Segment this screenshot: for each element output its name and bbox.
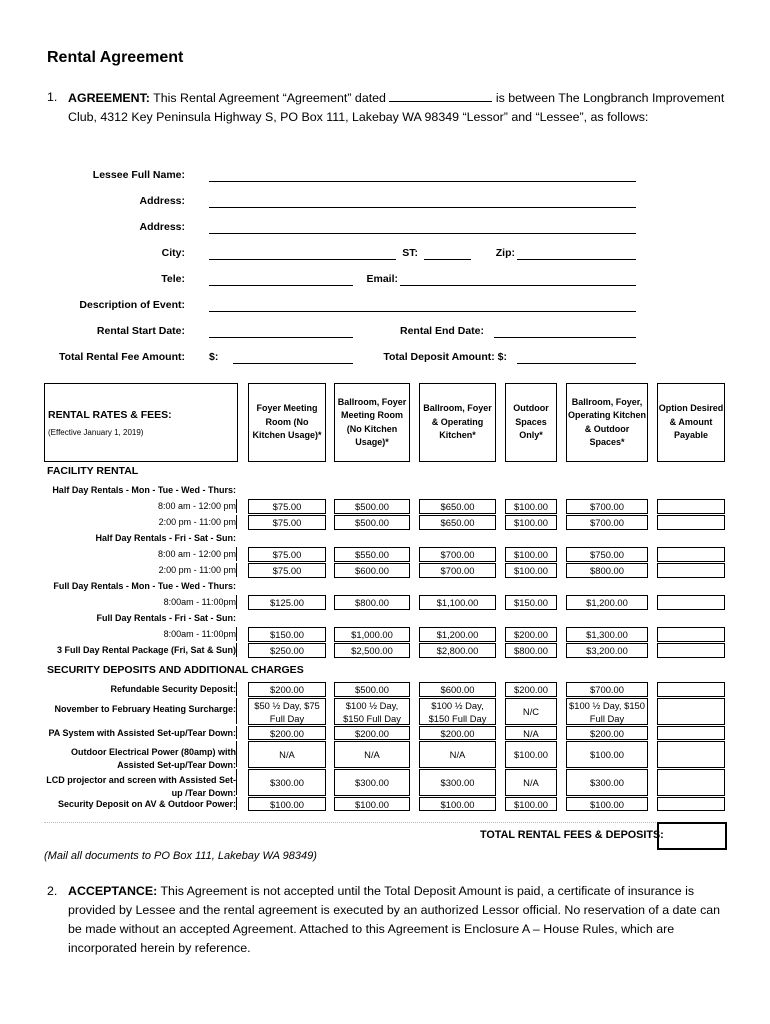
description-field[interactable]: [209, 311, 636, 312]
security-row-label: Security Deposit on AV & Outdoor Power:: [57, 798, 236, 809]
security-value-cell: $300.00: [419, 769, 496, 796]
facility-heading: FACILITY RENTAL: [47, 465, 139, 477]
facility-value-cell: $800.00: [566, 563, 648, 578]
description-label: Description of Event:: [79, 299, 185, 311]
zip-label: Zip:: [495, 247, 515, 259]
facility-value-cell: $1,300.00: [566, 627, 648, 642]
tele-label: Tele:: [161, 273, 185, 285]
security-value-cell: $700.00: [566, 682, 648, 697]
end-date-field[interactable]: [494, 337, 636, 338]
facility-option-field[interactable]: [657, 563, 725, 578]
row-label-edge: [236, 643, 237, 657]
security-value-cell: $100.00: [566, 797, 648, 811]
city-field[interactable]: [209, 259, 396, 260]
facility-value-cell: $700.00: [419, 563, 496, 578]
security-option-field[interactable]: [657, 698, 725, 725]
facility-row-label: 8:00am - 11:00pm: [163, 597, 236, 607]
col-header-outdoor: Outdoor Spaces Only*: [505, 383, 557, 462]
end-date-label: Rental End Date:: [399, 325, 484, 337]
security-value-cell: N/A: [248, 741, 326, 768]
security-row-label: LCD projector and screen with Assisted Set-up /Tear Down:: [46, 775, 236, 798]
facility-value-cell: $3,200.00: [566, 643, 648, 658]
state-field[interactable]: [424, 259, 471, 260]
rates-heading: RENTAL RATES & FEES:: [48, 409, 172, 421]
facility-option-field[interactable]: [657, 547, 725, 562]
security-value-cell: $100.00: [505, 741, 557, 768]
security-value-cell: $600.00: [419, 682, 496, 697]
security-row-label: PA System with Assisted Set-up/Tear Down:: [48, 727, 236, 738]
security-value-cell: $300.00: [248, 769, 326, 796]
facility-option-field[interactable]: [657, 643, 725, 658]
security-value-cell: N/A: [419, 741, 496, 768]
facility-value-cell: $500.00: [334, 515, 410, 530]
total-fee-dollar: $:: [209, 351, 219, 363]
facility-value-cell: $1,100.00: [419, 595, 496, 610]
security-value-cell: $200.00: [334, 726, 410, 740]
security-value-cell: $100.00: [505, 797, 557, 811]
facility-value-cell: $800.00: [505, 643, 557, 658]
security-value-cell: $200.00: [419, 726, 496, 740]
col-header-option: Option Desired & Amount Payable: [657, 383, 725, 462]
facility-option-field[interactable]: [657, 627, 725, 642]
start-date-label: Rental Start Date:: [96, 325, 185, 337]
security-value-cell: $100.00: [334, 797, 410, 811]
section-number: 1.: [47, 90, 58, 104]
city-label: City:: [161, 247, 185, 259]
row-label-edge: [236, 627, 237, 641]
total-deposit-label: Total Deposit Amount: $:: [383, 351, 507, 363]
facility-value-cell: $650.00: [419, 515, 496, 530]
facility-value-cell: $2,800.00: [419, 643, 496, 658]
state-label: ST:: [402, 247, 418, 259]
facility-value-cell: $100.00: [505, 515, 557, 530]
facility-value-cell: $800.00: [334, 595, 410, 610]
security-value-cell: $100.00: [419, 797, 496, 811]
lessee-name-field[interactable]: [209, 181, 636, 182]
security-value-cell: N/A: [505, 726, 557, 740]
col-header-foyer: Foyer Meeting Room (No Kitchen Usage)*: [248, 383, 326, 462]
row-label-edge: [236, 515, 237, 529]
row-label-edge: [236, 698, 237, 724]
mail-note: (Mail all documents to PO Box 111, Lakebay WA 98349): [44, 850, 317, 862]
row-label-edge: [236, 797, 237, 810]
start-date-field[interactable]: [209, 337, 353, 338]
acceptance-heading: ACCEPTANCE:: [68, 884, 158, 898]
security-value-cell: N/C: [505, 698, 557, 725]
col-header-all-spaces: Ballroom, Foyer, Operating Kitchen & Outdoor Spaces*: [566, 383, 648, 462]
total-deposit-field[interactable]: [517, 363, 636, 364]
security-value-cell: $300.00: [334, 769, 410, 796]
facility-value-cell: $700.00: [566, 515, 648, 530]
row-label-edge: [236, 547, 237, 561]
col-header-ballroom-foyer: Ballroom, Foyer Meeting Room (No Kitchen Usage)*: [334, 383, 410, 462]
agreement-date-field[interactable]: [389, 88, 492, 102]
tele-field[interactable]: [209, 285, 353, 286]
facility-row-label: 8:00 am - 12:00 pm: [157, 501, 236, 511]
agreement-paragraph: [47, 88, 727, 148]
facility-option-field[interactable]: [657, 499, 725, 514]
facility-option-field[interactable]: [657, 515, 725, 530]
facility-value-cell: $600.00: [334, 563, 410, 578]
security-row-label: Outdoor Electrical Power (80amp) with Assisted Set-up/Tear Down:: [70, 747, 236, 770]
security-option-field[interactable]: [657, 769, 725, 796]
facility-value-cell: $750.00: [566, 547, 648, 562]
address2-field[interactable]: [209, 233, 636, 234]
lessee-name-label: Lessee Full Name:: [92, 169, 185, 181]
facility-value-cell: $500.00: [334, 499, 410, 514]
security-value-cell: $50 ½ Day, $75 Full Day: [248, 698, 326, 725]
facility-row-label: Full Day Rentals - Fri - Sat - Sun:: [96, 613, 236, 623]
page-title: Rental Agreement: [47, 49, 184, 66]
security-value-cell: $100 ½ Day, $150 Full Day: [566, 698, 648, 725]
facility-value-cell: $1,000.00: [334, 627, 410, 642]
facility-value-cell: $125.00: [248, 595, 326, 610]
total-divider: [44, 822, 724, 823]
email-label: Email:: [366, 273, 398, 285]
security-row-label: Refundable Security Deposit:: [110, 684, 236, 694]
rates-effective: (Effective January 1, 2019): [48, 428, 144, 437]
row-label-edge: [236, 499, 237, 513]
security-value-cell: $200.00: [248, 682, 326, 697]
facility-value-cell: $650.00: [419, 499, 496, 514]
facility-value-cell: $150.00: [505, 595, 557, 610]
security-option-field[interactable]: [657, 797, 725, 811]
row-label-edge: [236, 726, 237, 739]
facility-row-label: 2:00 pm - 11:00 pm: [158, 565, 236, 575]
security-option-field[interactable]: [657, 726, 725, 740]
facility-value-cell: $1,200.00: [566, 595, 648, 610]
facility-value-cell: $75.00: [248, 563, 326, 578]
acceptance-text: This Agreement is not accepted until the Total Deposit Amount is paid, a certificate of insurance is provided by Lessee and the rental agreement is executed by an authorized Lessor official. No reservation of a date can be made without an accepted Agreement. Attached to this Agreement is Enclosure A – House Rules, which are incorporated herein by reference.: [68, 884, 721, 955]
address1-label: Address:: [139, 195, 185, 207]
col-header-ballroom-kitchen: Ballroom, Foyer & Operating Kitchen*: [419, 383, 496, 462]
security-option-field[interactable]: [657, 741, 725, 768]
security-value-cell: $100.00: [248, 797, 326, 811]
facility-row-label: 3 Full Day Rental Package (Fri, Sat & Sun): [56, 645, 236, 655]
security-value-cell: $200.00: [566, 726, 648, 740]
agreement-heading: AGREEMENT:: [68, 91, 150, 105]
security-option-field[interactable]: [657, 682, 725, 697]
facility-row-label: 8:00 am - 12:00 pm: [157, 549, 236, 559]
security-heading: SECURITY DEPOSITS AND ADDITIONAL CHARGES: [47, 664, 304, 676]
security-value-cell: N/A: [334, 741, 410, 768]
section-number-2: 2.: [47, 884, 58, 898]
facility-value-cell: $200.00: [505, 627, 557, 642]
facility-row-label: Full Day Rentals - Mon - Tue - Wed - Thurs:: [53, 581, 236, 591]
security-value-cell: $300.00: [566, 769, 648, 796]
security-row-label: November to February Heating Surcharge:: [54, 704, 236, 714]
email-field[interactable]: [400, 285, 636, 286]
agreement-text-after: is between The Longbranch Improvement Club, 4312 Key Peninsula Highway S, PO Box 111, Lakebay WA 98349 “Lessor” and “Lessee”, as follows:: [68, 91, 725, 124]
total-fee-field[interactable]: [233, 363, 353, 364]
facility-value-cell: $250.00: [248, 643, 326, 658]
facility-value-cell: $100.00: [505, 563, 557, 578]
address1-field[interactable]: [209, 207, 636, 208]
zip-field[interactable]: [517, 259, 636, 260]
security-value-cell: $100 ½ Day, $150 Full Day: [419, 698, 496, 725]
row-label-edge: [236, 682, 237, 696]
row-label-edge: [236, 595, 237, 609]
rates-header: [44, 383, 238, 462]
facility-value-cell: $700.00: [566, 499, 648, 514]
security-value-cell: N/A: [505, 769, 557, 796]
row-label-edge: [236, 769, 237, 795]
facility-value-cell: $2,500.00: [334, 643, 410, 658]
total-fee-label: Total Rental Fee Amount:: [59, 351, 185, 363]
facility-value-cell: $75.00: [248, 515, 326, 530]
facility-option-field[interactable]: [657, 595, 725, 610]
facility-value-cell: $75.00: [248, 499, 326, 514]
facility-row-label: 2:00 pm - 11:00 pm: [158, 517, 236, 527]
facility-value-cell: $1,200.00: [419, 627, 496, 642]
security-value-cell: $500.00: [334, 682, 410, 697]
facility-value-cell: $100.00: [505, 499, 557, 514]
acceptance-paragraph: [47, 882, 727, 962]
facility-row-label: 8:00am - 11:00pm: [163, 629, 236, 639]
security-value-cell: $200.00: [248, 726, 326, 740]
facility-value-cell: $100.00: [505, 547, 557, 562]
agreement-text-before: This Rental Agreement “Agreement” dated: [149, 91, 390, 105]
security-value-cell: $200.00: [505, 682, 557, 697]
row-label-edge: [236, 563, 237, 577]
security-value-cell: $100.00: [566, 741, 648, 768]
facility-value-cell: $75.00: [248, 547, 326, 562]
facility-row-label: Half Day Rentals - Fri - Sat - Sun:: [95, 533, 236, 543]
security-value-cell: $100 ½ Day, $150 Full Day: [334, 698, 410, 725]
row-label-edge: [236, 741, 237, 767]
facility-value-cell: $700.00: [419, 547, 496, 562]
total-label: TOTAL RENTAL FEES & DEPOSITS:: [480, 829, 664, 841]
total-amount-field[interactable]: [657, 822, 727, 850]
facility-row-label: Half Day Rentals - Mon - Tue - Wed - Thurs:: [52, 485, 236, 495]
facility-value-cell: $550.00: [334, 547, 410, 562]
address2-label: Address:: [139, 221, 185, 233]
facility-value-cell: $150.00: [248, 627, 326, 642]
